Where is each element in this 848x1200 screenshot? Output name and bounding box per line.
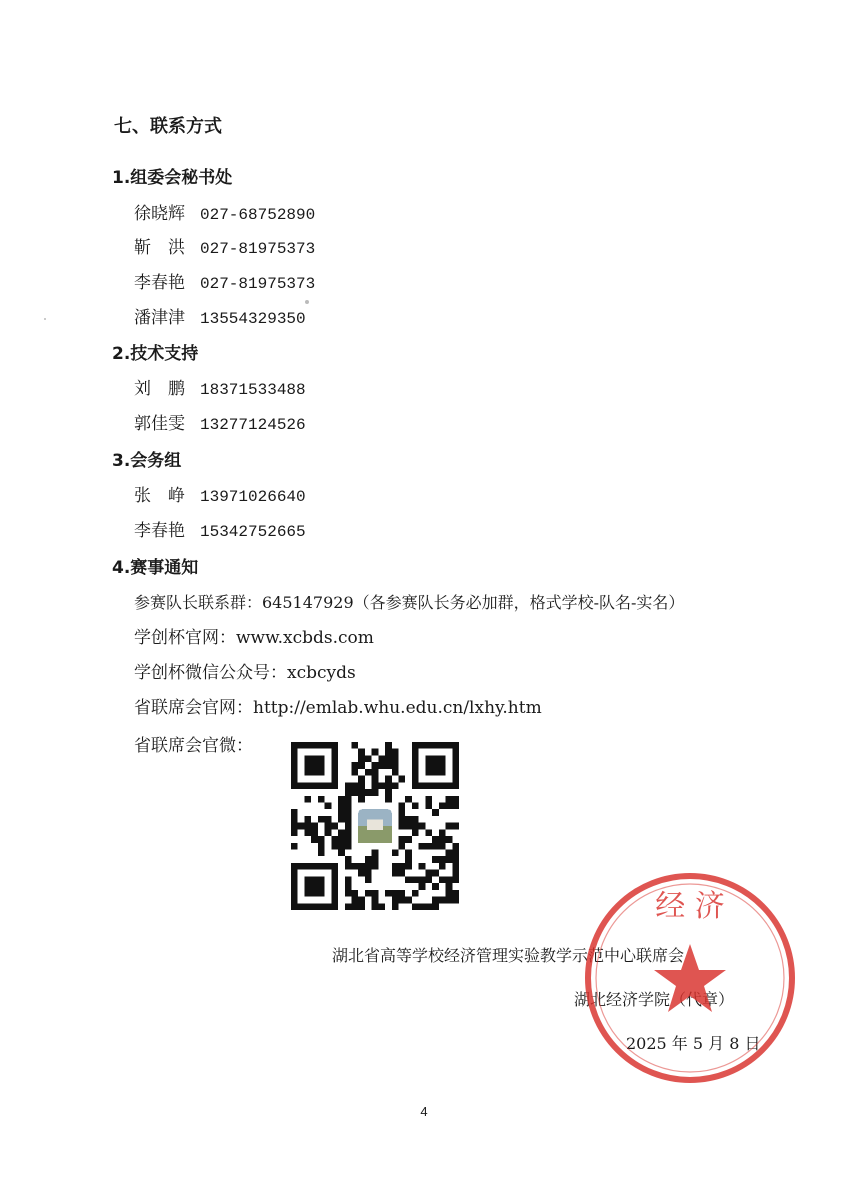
contact-row (134, 307, 306, 330)
contact-name: 李春艳 (134, 521, 185, 541)
official-seal-stamp (580, 868, 800, 1088)
group-heading-tech-support: 2.技术支持 (112, 344, 199, 364)
contact-row (134, 485, 306, 508)
contact-phone: 13554329350 (200, 310, 306, 328)
group-heading-secretariat: 1.组委会秘书处 (112, 168, 233, 188)
contact-phone: 027-81975373 (200, 275, 316, 293)
contact-name: 郭佳雯 (134, 414, 185, 434)
contact-row (134, 203, 315, 226)
contact-row (134, 237, 315, 260)
contact-row (134, 378, 306, 401)
contact-row (134, 413, 306, 436)
contact-phone: 13971026640 (200, 488, 306, 506)
contact-name: 刘 鹏 (134, 379, 185, 399)
contact-phone: 13277124526 (200, 416, 306, 434)
group-heading-conference: 3.会务组 (112, 451, 182, 471)
page-title: 七、联系方式 (114, 116, 222, 137)
contact-phone: 027-68752890 (200, 206, 316, 224)
contact-phone: 18371533488 (200, 381, 306, 399)
page-number: 4 (420, 1104, 428, 1119)
group-heading-notice: 4.赛事通知 (112, 558, 199, 578)
qr-center-logo (355, 806, 395, 846)
contact-name: 靳 洪 (134, 238, 185, 258)
contact-phone: 027-81975373 (200, 240, 316, 258)
notice-item-wechat: 学创杯微信公众号：xcbcyds (134, 663, 356, 683)
contact-name: 潘津津 (134, 308, 185, 328)
scan-speck (305, 300, 309, 304)
notice-item-website: 学创杯官网：www.xcbds.com (134, 628, 374, 648)
signature-school: 湖北经济学院（代章） (574, 990, 735, 1009)
contact-row (134, 272, 315, 295)
contact-phone: 15342752665 (200, 523, 306, 541)
seal-text: 经 济 (655, 889, 725, 924)
notice-item-council-site: 省联席会官网：http://emlab.whu.edu.cn/lxhy.htm (134, 698, 542, 718)
contact-name: 李春艳 (134, 273, 185, 293)
notice-item-qq-group: 参赛队长联系群：645147929（各参赛队长务必加群，格式学校-队名-实名） (134, 593, 685, 612)
qr-code (291, 742, 459, 910)
contact-name: 徐晓辉 (134, 204, 185, 224)
scan-speck (44, 318, 46, 320)
contact-row (134, 520, 306, 543)
signature-org: 湖北省高等学校经济管理实验教学示范中心联席会 (332, 946, 685, 965)
notice-item-council-weibo: 省联席会官微： (134, 736, 253, 756)
signature-date: 2025 年 5 月 8 日 (626, 1034, 761, 1053)
contact-name: 张 峥 (134, 486, 185, 506)
